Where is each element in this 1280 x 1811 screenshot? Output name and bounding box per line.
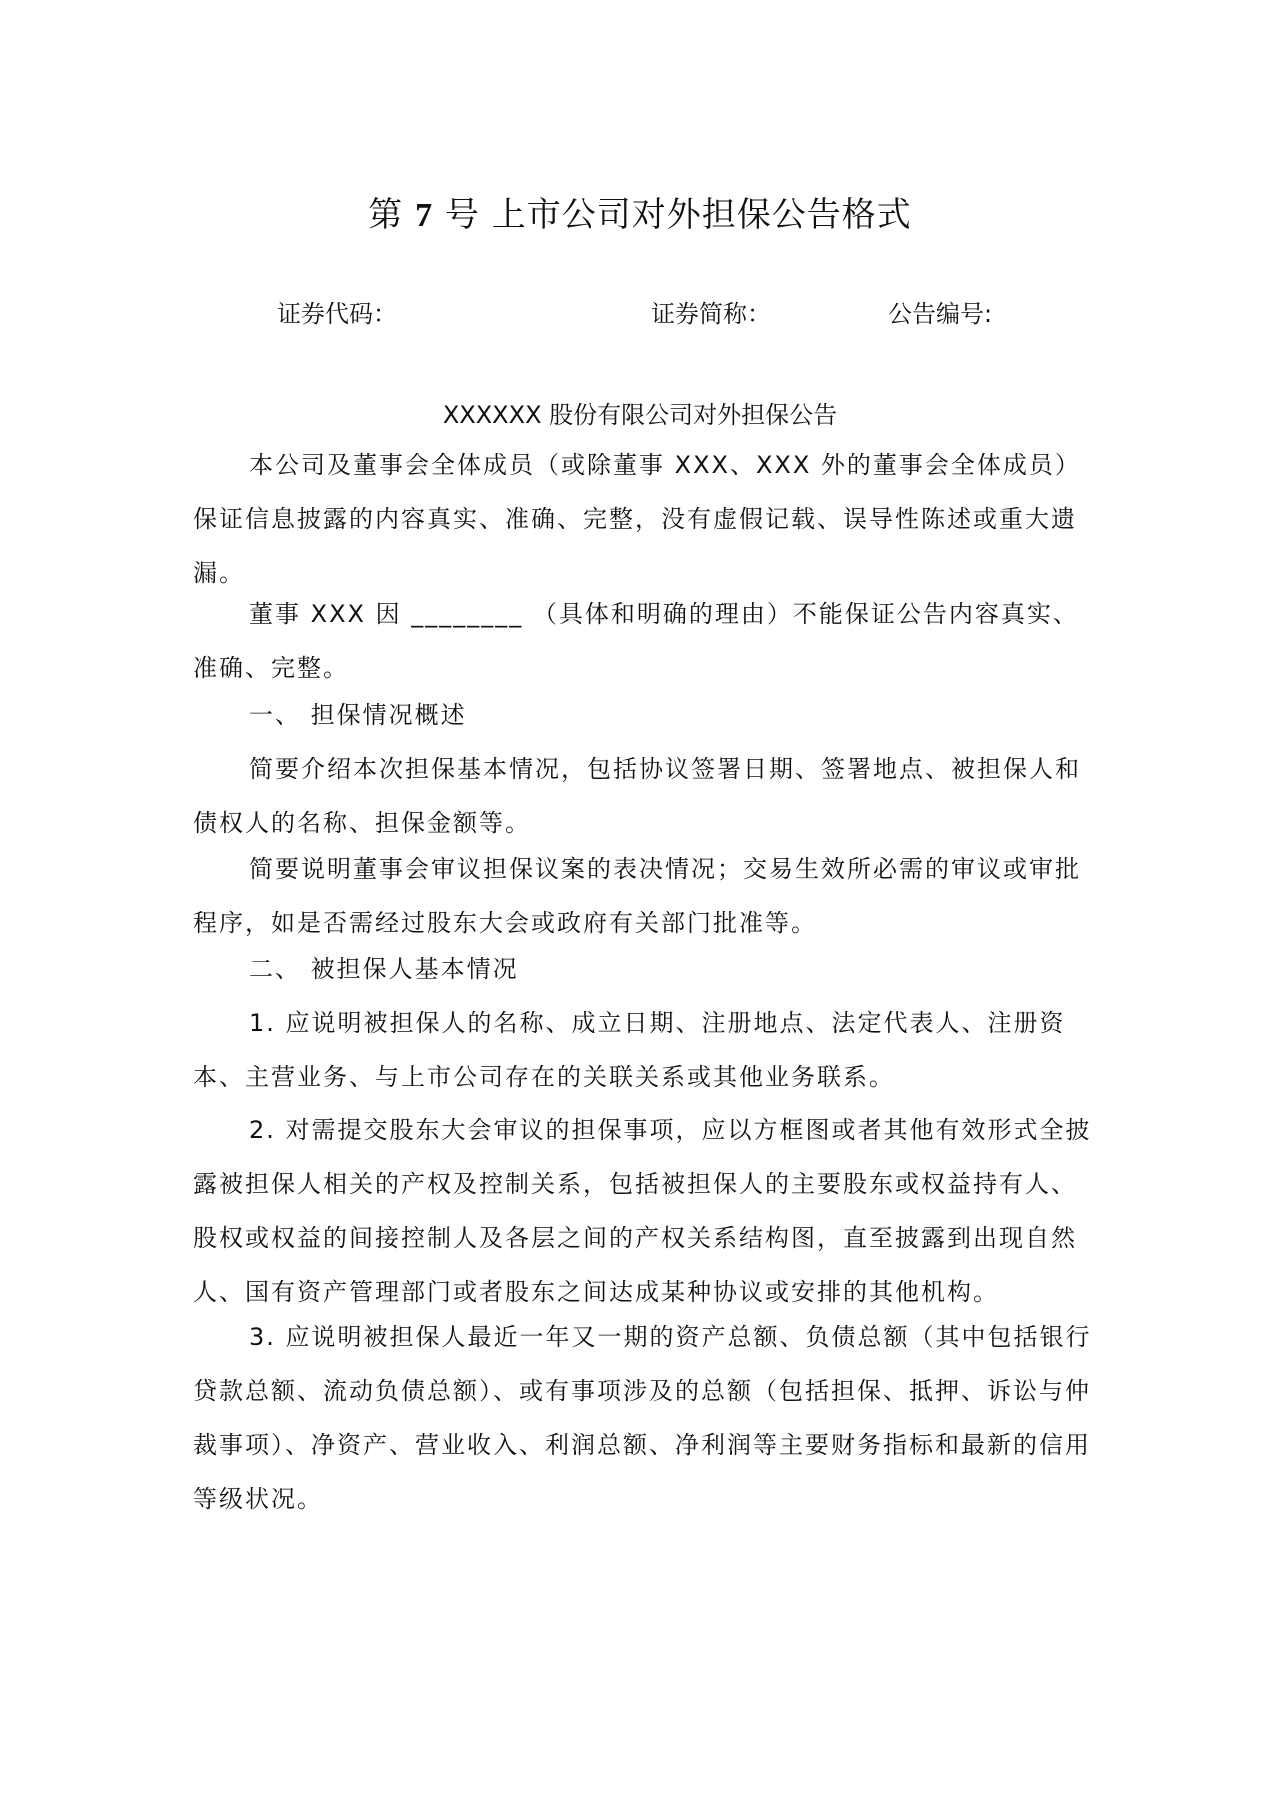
title-number: 7 [415, 197, 434, 234]
title-prefix: 第 [368, 195, 404, 235]
paragraph-item-3: 3. 应说明被担保人最近一年又一期的资产总额、负债总额（其中包括银行贷款总额、流动负债总额）、或有事项涉及的总额（包括担保、抵押、诉讼与仲裁事项）、净资产、营业收入、利润总额、净利润等主要财务指标和最新的信用等级状况。 [193, 1323, 1092, 1513]
page-title [0, 190, 1280, 241]
paragraph-item-1: 1. 应说明被担保人的名称、成立日期、注册地点、法定代表人、注册资本、主营业务、与上市公司存在的关联关系或其他业务联系。 [193, 1009, 1066, 1091]
paragraph-overview-basic: 简要介绍本次担保基本情况，包括协议签署日期、签署地点、被担保人和债权人的名称、担保金额等。 [193, 755, 1081, 837]
paragraph-item-2: 2. 对需提交股东大会审议的担保事项，应以方框图或者其他有效形式全披露被担保人相关的产权及控制关系，包括被担保人的主要股东或权益持有人、股权或权益的间接控制人及各层之间的产权关系结构图，直至披露到出现自然人、国有资产管理部门或者股东之间达成某种协议或安排的其他机构。 [193, 1116, 1092, 1306]
title-text: 号 上市公司对外担保公告格式 [444, 195, 912, 235]
paragraph-board-guarantee: 本公司及董事会全体成员（或除董事 XXX、XXX 外的董事会全体成员）保证信息披露的内容真实、准确、完整，没有虚假记载、误导性陈述或重大遗漏。 [193, 451, 1081, 587]
security-code-label: 证券代码： [277, 300, 397, 328]
paragraph-director-exception: 董事 XXX 因 ________ （具体和明确的理由）不能保证公告内容真实、准确、完整。 [193, 600, 1079, 682]
paragraph-overview-approval: 简要说明董事会审议担保议案的表决情况；交易生效所必需的审议或审批程序，如是否需经过股东大会或政府有关部门批准等。 [193, 855, 1081, 937]
security-short-name-label: 证券简称： [651, 300, 771, 328]
announcement-number-label: 公告编号: [888, 300, 993, 328]
section-heading-overview: 一、 担保情况概述 [249, 701, 467, 729]
announcement-heading: XXXXXX 股份有限公司对外担保公告 [442, 401, 838, 429]
section-heading-guaranteed-party: 二、 被担保人基本情况 [249, 955, 519, 983]
